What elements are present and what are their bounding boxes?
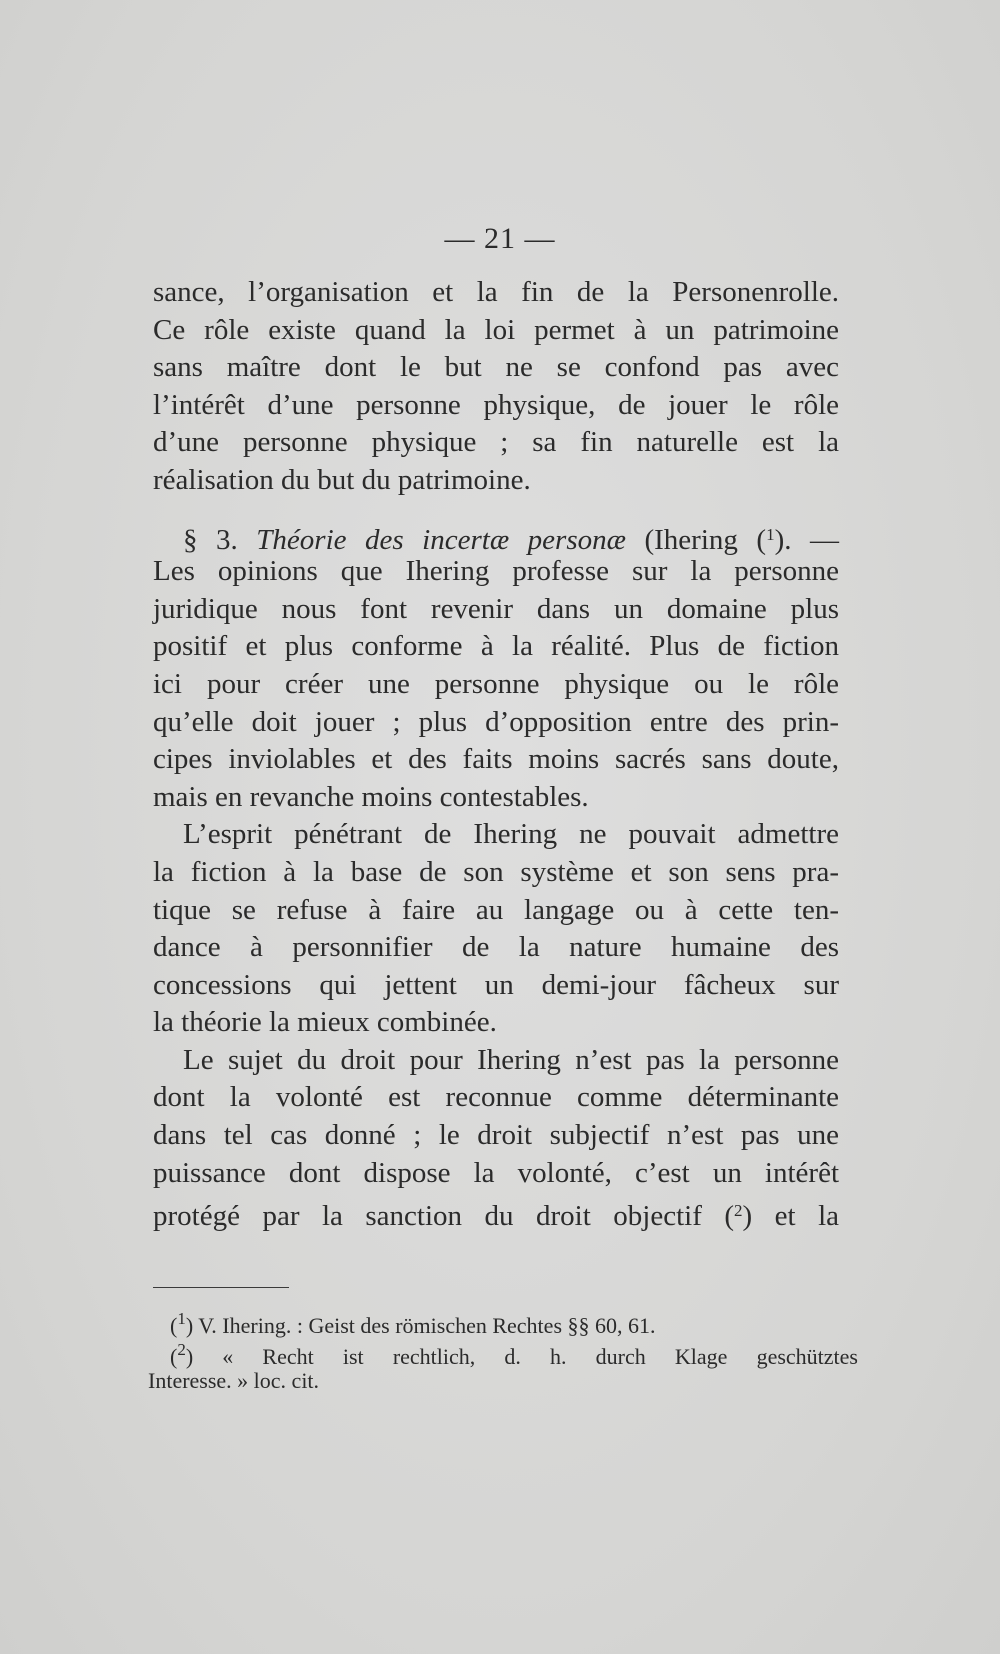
- text-line: concessions qui jettent un demi-jour fâcheux sur: [153, 968, 839, 1001]
- section-mark: § 3.: [183, 523, 238, 556]
- text-line: sance, l’organisation et la fin de la Personenrolle.: [153, 276, 839, 308]
- text-line: protégé par la sanction du droit objectif ($^2$) et la: [153, 1200, 839, 1233]
- footnote-2: ($^2$) « Recht ist rechtlich, d. h. durch Klage geschütztes: [170, 1340, 858, 1369]
- text-line: Ce rôle existe quand la loi permet à un patrimoine: [153, 313, 839, 346]
- text-line: Les opinions que Ihering professe sur la personne: [153, 555, 839, 588]
- text-line: dans tel cas donné ; le droit subjectif n’est pas une: [153, 1119, 839, 1152]
- text-line: juridique nous font revenir dans un domaine plus: [153, 592, 839, 625]
- page-number: — 21 —: [444, 222, 556, 255]
- footnote-ref: 2: [734, 1201, 743, 1221]
- paragraph-2: [153, 553, 839, 816]
- text-line: dance à personnifier de la nature humaine des: [153, 931, 839, 964]
- text-line: cipes inviolables et des faits moins sacrés sans doute,: [153, 743, 839, 776]
- text-line: tique se refuse à faire au langage ou à cette ten-: [153, 893, 839, 926]
- text-line: la théorie la mieux combinée.: [153, 1006, 497, 1039]
- section-heading: [153, 516, 839, 554]
- text-line: réalisation du but du patrimoine.: [153, 463, 531, 496]
- footnote-marker: 1: [177, 1309, 186, 1328]
- body-text: [153, 274, 839, 1233]
- text-line: Le sujet du droit pour Ihering n’est pas la personne: [183, 1043, 839, 1076]
- footnote-marker: 2: [177, 1340, 186, 1359]
- text-line: sans maître dont le but ne se confond pas avec: [153, 351, 839, 384]
- text-line: d’une personne physique ; sa fin naturelle est la: [153, 426, 839, 459]
- footnote-separator: [153, 1287, 289, 1288]
- text-line: dont la volonté est reconnue comme déterminante: [153, 1081, 839, 1114]
- section-author: (Ihering ($^1$). —: [644, 523, 839, 556]
- text-line: positif et plus conforme à la réalité. Plus de fiction: [153, 630, 839, 663]
- footnote-2-continuation: Interesse. » loc. cit.: [148, 1368, 320, 1393]
- text-line: l’intérêt d’une personne physique, de jouer le rôle: [153, 388, 839, 421]
- footnotes: [148, 1303, 858, 1396]
- footnote-1: ($^1$) V. Ihering. : Geist des römischen Rechtes §§ 60, 61.: [170, 1309, 656, 1338]
- paragraph-3: [153, 816, 839, 1042]
- text-line: mais en revanche moins contestables.: [153, 780, 589, 813]
- paragraph-4: [153, 1042, 839, 1233]
- paragraph-1: [153, 274, 839, 500]
- section-title: Théorie des incertæ personæ: [256, 523, 626, 556]
- text-line: ici pour créer une personne physique ou le rôle: [153, 667, 839, 700]
- text-line: qu’elle doit jouer ; plus d’opposition entre des prin-: [153, 705, 839, 738]
- text-line: puissance dont dispose la volonté, c’est un intérêt: [153, 1156, 839, 1189]
- text-line: L’esprit pénétrant de Ihering ne pouvait admettre: [183, 818, 839, 851]
- footnote-ref: 1: [766, 524, 775, 544]
- text-line: la fiction à la base de son système et son sens pra-: [153, 855, 839, 888]
